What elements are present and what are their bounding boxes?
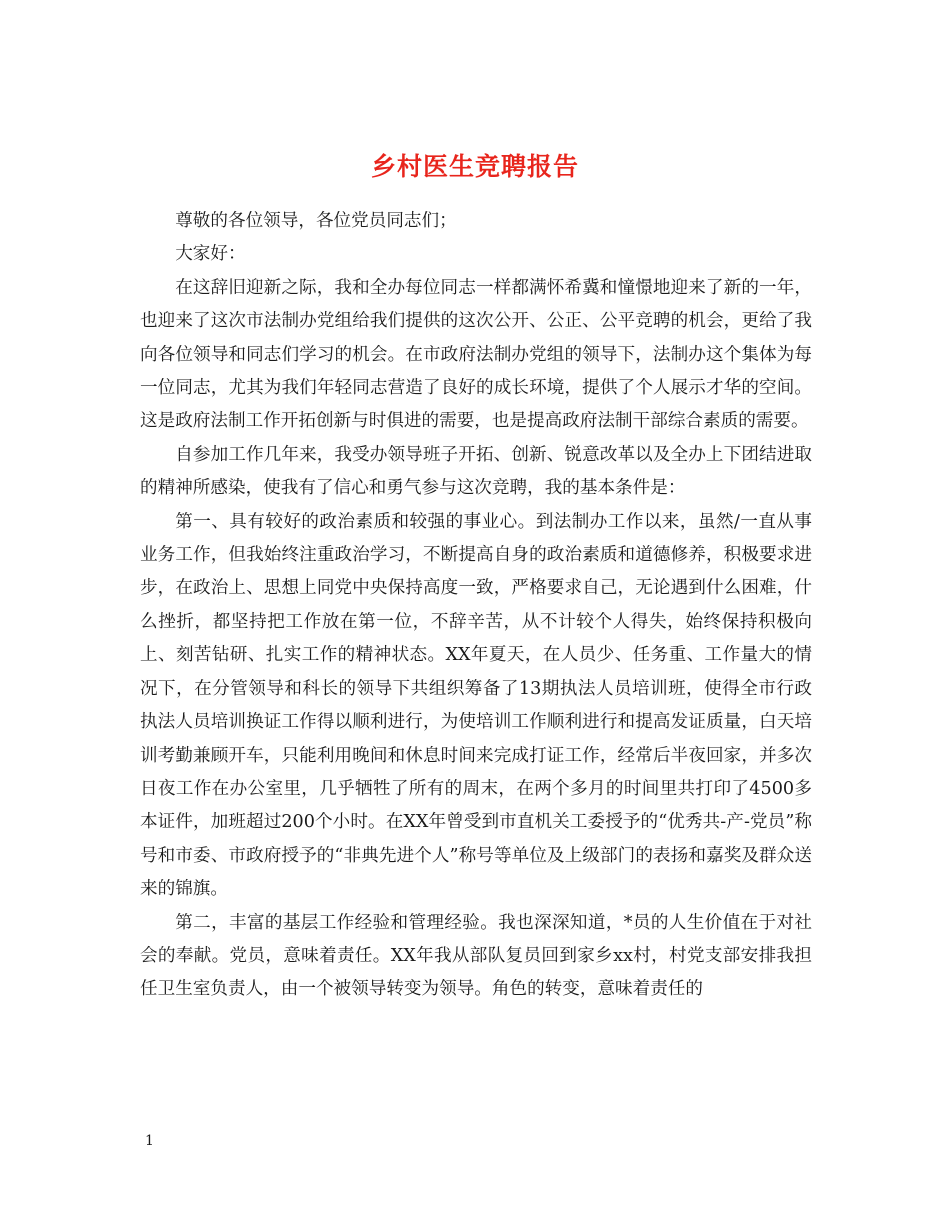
greeting-paragraph: 大家好： [175,244,246,265]
body-paragraph: 在这辞旧迎新之际，我和全办每位同志一样都满怀希冀和憧憬地迎来了新的一年，也迎来了这次市法制办党组给我们提供的这次公开、公正、公平竞聘的机会，更给了我向各位领导和同志们学习的机会。在市政府法制办党组的领导下，法制办这个集体为每一位同志，尤其为我们年轻同志营造了良好的成长环境，提供了个人展示才华的空间。这是政府法制工作开拓创新与时俱进的需要，也是提高政府法制干部综合素质的需要。 [140,277,812,432]
body-paragraph: 自参加工作几年来，我受办领导班子开拓、创新、锐意改革以及全办上下团结进取的精神所感染，使我有了信心和勇气参与这次竞聘，我的基本条件是： [140,444,812,499]
body-paragraph: 第二，丰富的基层工作经验和管理经验。我也深深知道，*员的人生价值在于对社会的奉献。党员，意味着责任。XX年我从部队复员回到家乡xx村，村党支部安排我担任卫生室负责人，由一个被领导转变为领导。角色的转变，意味着责任的 [140,912,812,1000]
body-paragraph: 第一、具有较好的政治素质和较强的事业心。到法制办工作以来，虽然/一直从事业务工作，但我始终注重政治学习，不断提高自身的政治素质和道德修养，积极要求进步，在政治上、思想上同党中央保持高度一致，严格要求自己，无论遇到什么困难，什么挫折，都坚持把工作放在第一位，不辞辛苦，从不计较个人得失，始终保持积极向上、刻苦钻研、扎实工作的精神状态。XX年夏天，在人员少、任务重、工作量大的情况下，在分管领导和科长的领导下共组织筹备了13期执法人员培训班，使得全市行政执法人员培训换证工作得以顺利进行，为使培训工作顺利进行和提高发证质量，白天培训考勤兼顾开车，只能利用晚间和休息时间来完成打证工作，经常后半夜回家，并多次日夜工作在办公室里，几乎牺牲了所有的周末，在两个多月的时间里共打印了4500多本证件，加班超过200个小时。在XX年曾受到市直机关工委授予的“优秀共-产-党员”称号和市委、市政府授予的“非典先进个人”称号等单位及上级部门的表扬和嘉奖及群众送来的锦旗。 [140,511,812,900]
salutation-paragraph: 尊敬的各位领导，各位党员同志们； [175,211,457,231]
document-title: 乡村医生竞聘报告 [370,151,579,181]
page-number: 1 [145,1133,154,1149]
document-body [140,205,812,1007]
